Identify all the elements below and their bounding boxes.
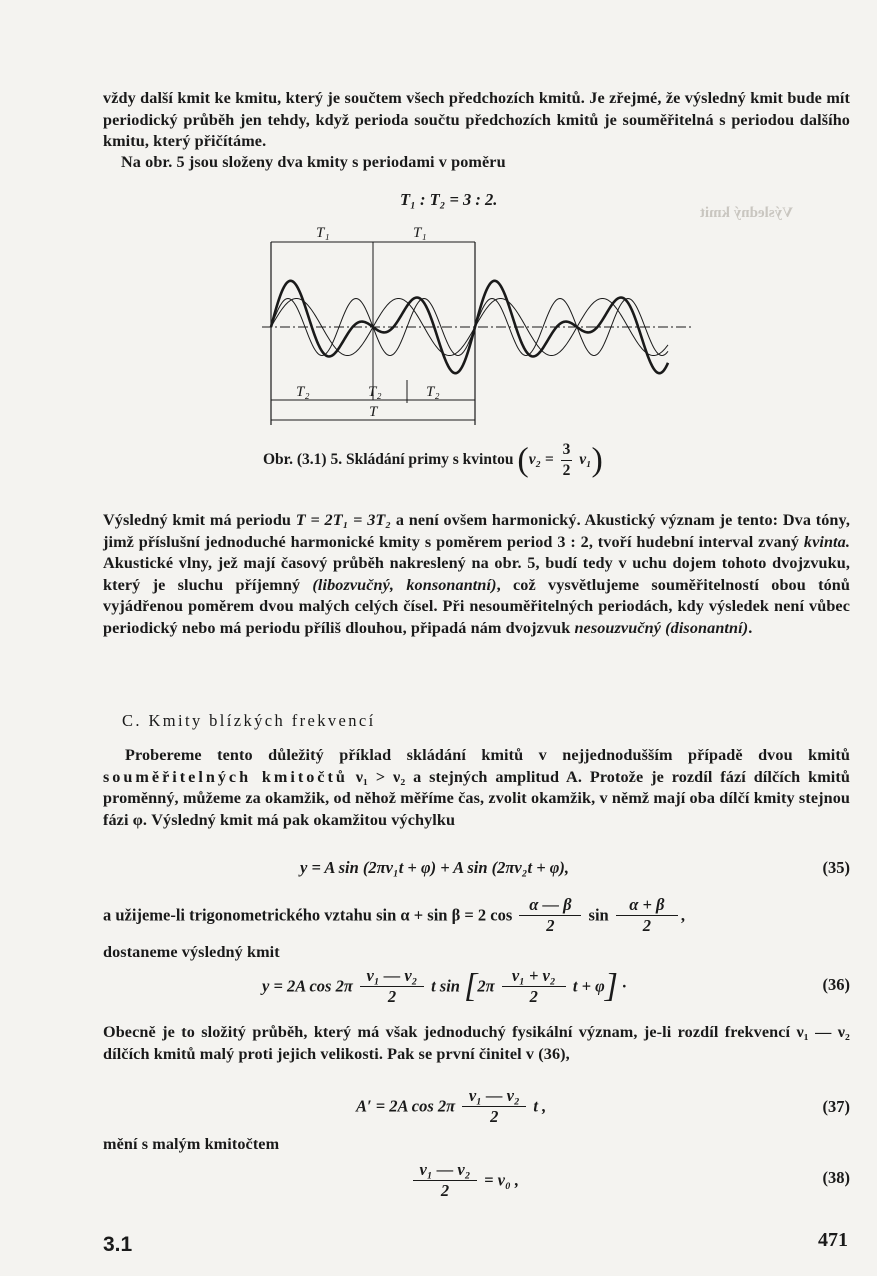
eq37-frac	[462, 1086, 526, 1127]
paragraph-consonance	[103, 510, 850, 639]
result-intro-text: dostaneme výsledný kmit	[103, 943, 280, 961]
equation-number-35: (35)	[822, 858, 850, 877]
label-T2-first: T₂	[296, 384, 310, 400]
term-nesouzvucny: nesouzvučný (disonantní)	[574, 618, 749, 637]
eq38-frac	[413, 1160, 477, 1201]
label-T2-second: T₂	[368, 384, 382, 400]
caption-fraction	[561, 440, 573, 481]
eq37-frac-num: ν₁ — ν₂	[462, 1086, 526, 1107]
sin-word: sin	[588, 905, 609, 925]
label-T1-first: T₁	[316, 225, 330, 241]
frac-alpha-plus-beta-den: 2	[642, 916, 651, 935]
eq38-frac-den: 2	[440, 1181, 450, 1200]
consonance-text-a: Výsledný kmit má periodu	[103, 511, 296, 529]
equation-38	[410, 1160, 519, 1201]
section-title-text: C. Kmity blízkých frekvencí	[122, 711, 376, 730]
eq36-frac-difference-den: 2	[387, 987, 397, 1006]
equation-number-37: (37)	[822, 1097, 850, 1116]
paragraph-figure-ref	[103, 152, 850, 174]
eq38-rhs: = ν₀ ,	[484, 1170, 519, 1190]
equation-37	[356, 1086, 546, 1127]
consonance-text-b: a není ovšem harmonický. Akustický význam je tento: Dva tóny, jimž příslušní jednoduché harmonické kmity s poměrem period 3 : 2, tvoří hudební interval zvaný	[103, 511, 850, 551]
figure-ref-text: Na obr. 5 jsou složeny dva kmity s periodami v poměru	[121, 153, 506, 171]
eq36-frac-sum	[502, 966, 566, 1007]
paragraph-intro-text: vždy další kmit ke kmitu, který je součtem všech předchozích kmitů. Je zřejmé, že výsledný kmit bude mít periodický průběh jen tehdy, když perioda součtu předchozích kmitů je souměřitelná s periodou dalšího kmitu, který přičítáme.	[103, 89, 850, 150]
beats-text-b: ν₁ > ν₂ a stejných amplitud A. Protože je rozdíl fází dílčích kmitů proměnný, můžeme za okamžik, od něhož měříme čas, zvolit okamžik, v němž mají oba dílčí kmity stejnou fázi φ. Výsledný kmit má pak okamžitou výchylku	[103, 767, 850, 829]
equation-number-38: (38)	[822, 1168, 850, 1187]
eq38-frac-num: ν₁ — ν₂	[413, 1160, 477, 1181]
figure-caption: Obr. (3.1) 5. Skládání primy s kvintou (ν₂ = $\frac{3}{2}$ ν₁)	[263, 441, 603, 479]
eq37-rhs: t ,	[533, 1096, 547, 1116]
equation-number-36: (36)	[822, 975, 850, 994]
eq36-t-phi: t + φ	[572, 976, 605, 996]
label-T: T	[369, 404, 378, 420]
eq36-t-sin: t sin	[431, 976, 460, 996]
section-number-footer: 3.1	[103, 1233, 133, 1256]
eq36-frac-difference-num: ν₁ — ν₂	[360, 966, 424, 987]
bleed-through-text: Výsledný kmit	[700, 205, 793, 221]
figure-oscillation-plot	[0, 220, 877, 430]
eq36-frac-sum-den: 2	[529, 987, 538, 1006]
beats-text-a: Probereme tento důležitý příklad skládání kmitů v nejjednodušším případě dvou kmitů	[125, 746, 850, 764]
caption-formula-lhs: ν₂ =	[528, 451, 554, 469]
caption-frac-num: 3	[561, 440, 573, 461]
eq37-lhs: A′ = 2A cos 2π	[356, 1096, 456, 1116]
general-text: Obecně je to složitý průběh, který má však jednoduchý fysikální význam, je-li rozdíl frekvencí ν₁ — ν₂ dílčích kmitů malý proti jejich velikosti. Pak se první činitel v (36),	[103, 1023, 850, 1063]
low-frequency-text: mění s malým kmitočtem	[103, 1135, 280, 1153]
eq36-frac-sum-num: ν₁ + ν₂	[502, 966, 566, 987]
frac-alpha-minus-beta-num: α — β	[519, 895, 581, 916]
term-libozvucny: (libozvučný, konsonantní)	[312, 575, 497, 594]
eq36-2pi: 2π	[477, 976, 495, 996]
paragraph-low-frequency	[103, 1134, 850, 1156]
figure-caption-text: Obr. (3.1) 5. Skládání primy s kvintou	[263, 451, 514, 469]
paragraph-beats-intro	[103, 745, 850, 831]
label-T2-third: T₂	[426, 384, 440, 400]
label-T1-second: T₁	[413, 225, 427, 241]
trig-identity-text: a užijeme-li trigonometrického vztahu sin α + sin β = 2 cos	[103, 905, 513, 925]
term-kvinta: kvinta.	[803, 532, 850, 551]
caption-formula-rhs: ν₁	[579, 451, 592, 469]
period-ratio: T₁ : T₂ = 3 : 2.	[400, 190, 498, 209]
eq37-frac-den: 2	[490, 1107, 499, 1126]
equation-36: y = 2A cos 2π $\frac{\text{ν₁ — ν₂}}{2}$ t sin [2π $\frac{\text{ν₁ + ν₂}}{2}$ t + φ] ·	[262, 966, 627, 1006]
paragraph-intro	[103, 88, 850, 153]
consonance-text-e: .	[748, 618, 753, 637]
caption-frac-den: 2	[562, 462, 571, 479]
period-equation: T = 2T₁ = 3T₂	[295, 511, 392, 529]
consonance-text-c: Akustické vlny, jež mají časový průběh nakreslený na obr. 5, budí tedy v uchu dojem tohoto dvojzvuku, který je sluchu příjemný	[103, 554, 850, 594]
frac-alpha-minus-beta	[519, 895, 581, 936]
trig-identity-line: a užijeme-li trigonometrického vztahu sin α + sin β = 2 cos $\frac{\alpha — \beta}{2}$ sin $\frac{\alpha + \beta}{2}$ ,	[103, 895, 685, 935]
frac-alpha-plus-beta	[616, 895, 678, 936]
paragraph-general	[103, 1022, 850, 1065]
eq36-frac-difference	[360, 966, 424, 1007]
frac-alpha-minus-beta-den: 2	[546, 916, 555, 935]
equation-35: y = A sin (2πν₁t + φ) + A sin (2πν₂t + φ),	[300, 858, 570, 877]
eq36-lhs: y = 2A cos 2π	[262, 976, 353, 996]
page-number: 471	[818, 1229, 848, 1251]
consonance-text-d: , což vysvětlujeme souměřitelností obou tónů vyjádřenou poměrem dvou malých celých čísel. Při nesouměřitelných periodách, kdy výsledek není vůbec periodický nebo má periodu příliš dlouhou, připadá nám dvojzvuk	[103, 575, 850, 637]
section-title	[122, 711, 376, 731]
frac-alpha-plus-beta-num: α + β	[616, 895, 678, 916]
paragraph-result-intro	[103, 942, 850, 964]
term-soumeritelnych: souměřitelných kmitočtů	[103, 767, 348, 786]
